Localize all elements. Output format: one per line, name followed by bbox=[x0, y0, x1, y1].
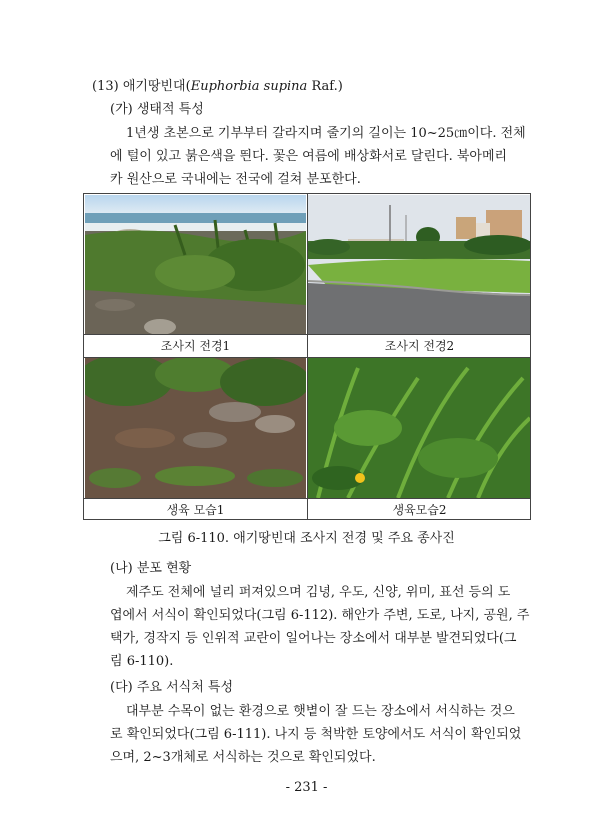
site-photo-2 bbox=[308, 195, 530, 334]
site-photo-1 bbox=[85, 195, 306, 334]
page-number: - 231 - bbox=[285, 780, 328, 795]
table-divider-h3 bbox=[84, 498, 530, 499]
photo-caption-1: 조사지 전경1 bbox=[160, 339, 231, 353]
ecology-line-3: 카 원산으로 국내에는 전국에 걸쳐 분포한다. bbox=[110, 172, 361, 187]
photo-table bbox=[83, 193, 531, 520]
habitat-line-3: 으며, 2~3개체로 서식하는 것으로 확인되었다. bbox=[110, 750, 376, 765]
photo-caption-3: 생육 모습1 bbox=[166, 503, 225, 517]
section-number: (13) bbox=[92, 79, 119, 94]
species-scientific-name: Euphorbia supina bbox=[190, 79, 308, 94]
ecology-line-2: 에 털이 있고 붉은색을 띈다. 꽃은 여름에 배상화서로 달린다. 북아메리 bbox=[110, 149, 508, 164]
distribution-line-2: 엽에서 서식이 확인되었다(그림 6-112). 해안가 주변, 도로, 나지, 공원, 주 bbox=[110, 608, 530, 623]
subsection-ecology-title: (가) 생태적 특성 bbox=[110, 102, 204, 117]
species-author: Raf.) bbox=[307, 79, 343, 94]
growth-photo-1 bbox=[85, 358, 306, 498]
distribution-line-3: 택가, 경작지 등 인위적 교란이 일어나는 장소에서 대부분 발견되었다(그 bbox=[110, 631, 517, 646]
subsection-habitat-title: (다) 주요 서식처 특성 bbox=[110, 680, 234, 695]
species-korean-name: 애기땅빈대( bbox=[122, 79, 191, 94]
species-heading bbox=[92, 78, 343, 96]
table-divider-h1 bbox=[84, 334, 530, 335]
distribution-line-1: 제주도 전체에 널리 퍼져있으며 김녕, 우도, 신양, 위미, 표선 등의 도 bbox=[126, 585, 511, 600]
photo-caption-4: 생육모습2 bbox=[392, 503, 447, 517]
distribution-line-4: 림 6-110). bbox=[110, 654, 174, 669]
ecology-line-1: 1년생 초본으로 기부부터 갈라지며 줄기의 길이는 10~25㎝이다. 전체 bbox=[126, 126, 526, 141]
habitat-line-2: 로 확인되었다(그림 6-111). 나지 등 척박한 토양에서도 서식이 확인되었 bbox=[110, 727, 522, 742]
subsection-distribution-title: (나) 분포 현황 bbox=[110, 561, 192, 576]
photo-caption-2: 조사지 전경2 bbox=[384, 339, 455, 353]
figure-caption: 그림 6-110. 애기땅빈대 조사지 전경 및 주요 종사진 bbox=[158, 531, 455, 546]
habitat-line-1: 대부분 수목이 없는 환경으로 햇볕이 잘 드는 장소에서 서식하는 것으 bbox=[126, 704, 515, 719]
growth-photo-2 bbox=[308, 358, 530, 498]
